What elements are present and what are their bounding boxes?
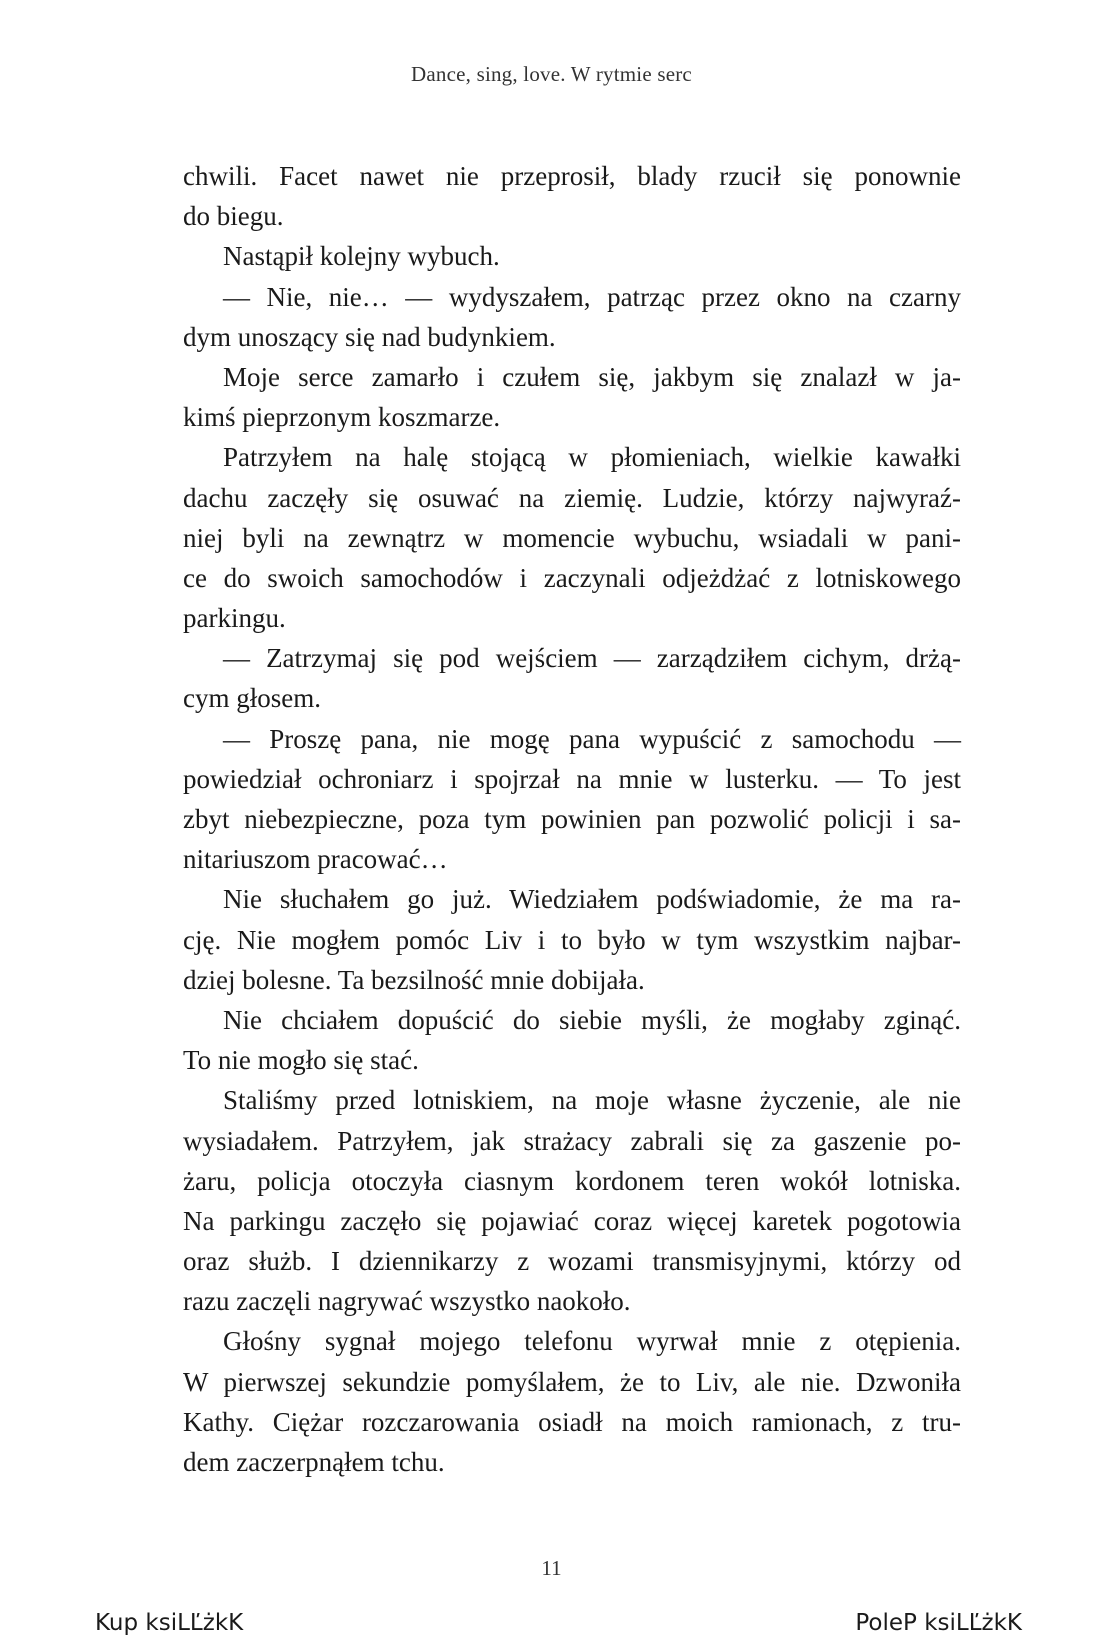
text-line: dem zaczerpnąłem tchu. [183,1447,445,1477]
text-line: To nie mogło się stać. [183,1045,419,1076]
text-line: razu zaczęli nagrywać wszystko naokoło. [183,1286,631,1317]
text-line: dachu zaczęły się osuwać na ziemię. Ludzie, którzy najwyraź- [183,482,961,513]
text-line: wysiadałem. Patrzyłem, jak strażacy zabrali się za gaszenie po- [183,1125,961,1156]
text-line: — Nie, nie… — wydyszałem, patrząc przez okno na czarny [223,281,961,312]
text-line: Nie chciałem dopuścić do siebie myśli, że mogłaby zginąć. [223,1004,961,1035]
text-line: Patrzyłem na halę stojącą w płomieniach, wielkie kawałki [223,442,961,473]
text-line: Na parkingu zaczęło się pojawiać coraz więcej karetek pogotowia [183,1205,961,1236]
text-line: parkingu. [183,603,286,634]
text-line: Kathy. Ciężar rozczarowania osiadł na moich ramionach, z tru- [183,1406,961,1437]
text-line: zbyt niebezpieczne, poza tym powinien pan pozwolić policji i sa- [183,804,961,834]
text-line: dym unoszący się nad budynkiem. [183,321,556,352]
text-line: — Proszę pana, nie mogę pana wypuścić z samochodu — [223,723,961,754]
text-line: — Zatrzymaj się pod wejściem — zarządziłem cichym, drżą- [223,643,961,674]
text-line: Głośny sygnał mojego telefonu wyrwał mnie z otępienia. [223,1326,961,1357]
text-line: cym głosem. [183,683,321,714]
text-line: Nastąpił kolejny wybuch. [223,241,500,272]
text-line: dziej bolesne. Ta bezsilność mnie dobijała. [183,964,645,995]
text-line: Staliśmy przed lotniskiem, na moje własne życzenie, ale nie [223,1085,961,1116]
text-line: ce do swoich samochodów i zaczynali odjeżdżać z lotniskowego [183,562,961,593]
text-line: cję. Nie mogłem pomóc Liv i to było w tym wszystkim najbar- [183,924,961,955]
text-line: Moje serce zamarło i czułem się, jakbym się znalazł w ja- [223,361,961,392]
body-text [183,156,961,1482]
text-line: do biegu. [183,201,284,232]
text-line: chwili. Facet nawet nie przeprosił, blady rzucił się ponownie [183,161,961,191]
text-line: oraz służb. I dziennikarzy z wozami transmisyjnymi, którzy od [183,1246,961,1277]
text-line: powiedział ochroniarz i spojrzał na mnie w lusterku. — To jest [183,763,961,794]
text-line: niej byli na zewnątrz w momencie wybuchu, wsiadali w pani- [183,522,961,553]
text-line: Nie słuchałem go już. Wiedziałem podświadomie, że ma ra- [223,884,961,915]
buy-book-link[interactable]: Kup ksiLĽżkK [95,1610,244,1636]
recommend-book-link[interactable]: PoleP ksiLĽżkK [855,1610,1022,1636]
text-line: W pierwszej sekundzie pomyślałem, że to Liv, ale nie. Dzwoniła [183,1366,961,1397]
text-line: kimś pieprzonym koszmarze. [183,402,501,433]
text-line: żaru, policja otoczyła ciasnym kordonem teren wokół lotniska. [183,1165,961,1196]
page-number: 11 [541,1556,562,1580]
running-header: Dance, sing, love. W rytmie serc [411,62,692,86]
text-line: nitariuszom pracować… [183,844,448,875]
